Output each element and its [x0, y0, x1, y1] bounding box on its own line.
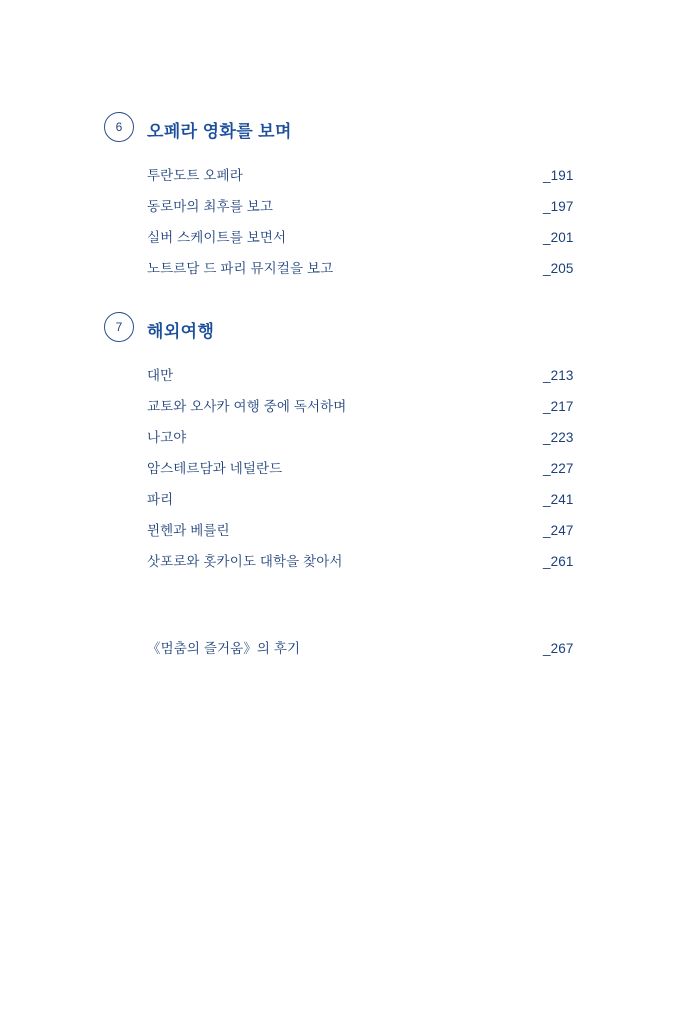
- toc-entry-page: _247: [543, 523, 574, 538]
- chapter-title-7: 해외여행: [147, 322, 215, 341]
- toc-entry[interactable]: [147, 226, 577, 246]
- toc-entry-title: 암스테르담과 네덜란드: [147, 461, 283, 476]
- toc-entry-title: 나고야: [147, 430, 187, 445]
- toc-entry-title: 동로마의 최후를 보고: [147, 199, 273, 214]
- toc-entry[interactable]: [147, 257, 577, 277]
- toc-entry-page: _261: [543, 554, 574, 569]
- toc-entry-page: _223: [543, 430, 574, 445]
- toc-entry[interactable]: [147, 195, 577, 215]
- toc-entry-title: 노트르담 드 파리 뮤지컬을 보고: [147, 261, 334, 276]
- epilogue-entry[interactable]: [147, 637, 577, 657]
- toc-entry[interactable]: [147, 457, 577, 477]
- toc-entry-title: 대만: [147, 368, 174, 383]
- toc-entry-page: _227: [543, 461, 574, 476]
- toc-entry[interactable]: [147, 488, 577, 508]
- toc-entry-title: 실버 스케이트를 보면서: [147, 230, 287, 245]
- toc-entry-title: 교토와 오사카 여행 중에 독서하며: [147, 399, 347, 414]
- toc-entry[interactable]: [147, 426, 577, 446]
- toc-entry[interactable]: [147, 164, 577, 184]
- toc-entry-title: 투란도트 오페라: [147, 168, 243, 183]
- toc-entry-title: 뮌헨과 베를린: [147, 523, 230, 538]
- chapter-number-badge-7: 7: [104, 312, 134, 342]
- toc-entry-page: _217: [543, 399, 574, 414]
- toc-entry-title: 삿포로와 홋카이도 대학을 찾아서: [147, 554, 343, 569]
- epilogue-page: _267: [543, 641, 574, 656]
- chapter-title-6: 오페라 영화를 보며: [147, 122, 292, 141]
- toc-entry-title: 파리: [147, 492, 174, 507]
- epilogue-title: 《멈춤의 즐거움》의 후기: [147, 641, 301, 656]
- toc-entry-page: _213: [543, 368, 574, 383]
- chapter-number-badge-6: 6: [104, 112, 134, 142]
- toc-entry[interactable]: [147, 519, 577, 539]
- toc-entry-page: _191: [543, 168, 574, 183]
- toc-entry[interactable]: [147, 550, 577, 570]
- toc-entry-page: _201: [543, 230, 574, 245]
- toc-entry[interactable]: [147, 364, 577, 384]
- toc-entry-page: _241: [543, 492, 574, 507]
- toc-entry[interactable]: [147, 395, 577, 415]
- toc-entry-page: _197: [543, 199, 574, 214]
- toc-entry-page: _205: [543, 261, 574, 276]
